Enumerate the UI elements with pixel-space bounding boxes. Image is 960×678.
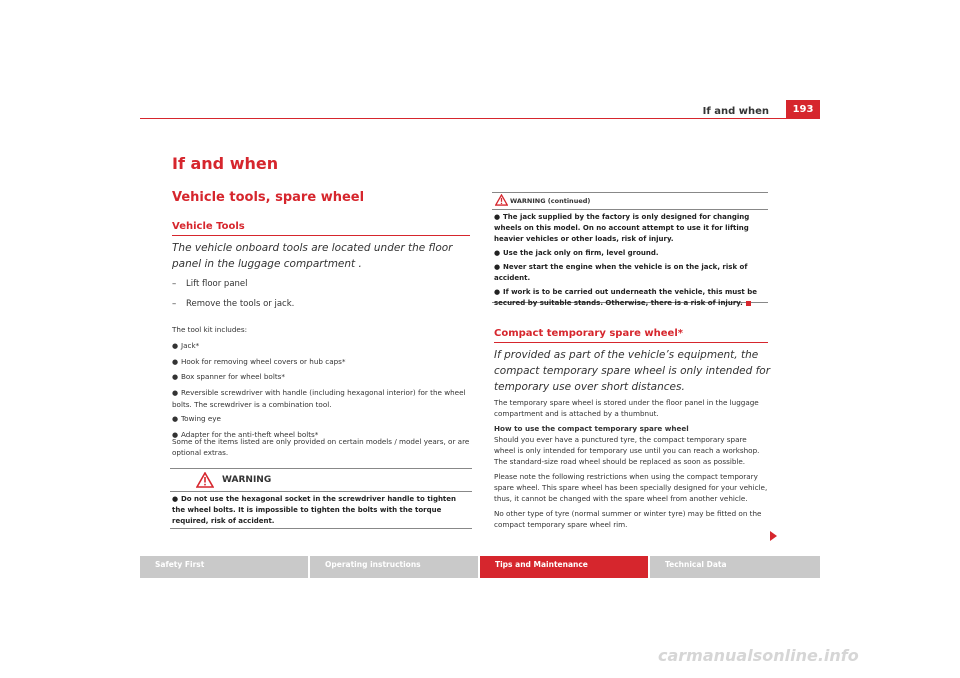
spare-wheel-intro: If provided as part of the vehicle’s equipment, the compact temporary spare wheel is only intended for temporary use over short distances. — [494, 349, 771, 393]
bullet-icon: ● — [172, 388, 179, 397]
section-title: Vehicle tools, spare wheel — [172, 190, 365, 205]
step-1 — [172, 279, 248, 289]
warning-item: ● Do not use the hexagonal socket in the screwdriver handle to tighten the wheel bolts. It is impossible to tighten the bolts with the torque required, risk of accident. — [172, 495, 457, 525]
availability-note: Some of the items listed are only provided on certain models / model years, or are optional extras. — [172, 437, 470, 457]
warning-item: ● Use the jack only on firm, level ground. — [494, 249, 659, 257]
step-text: Lift floor panel — [186, 279, 248, 289]
bullet-icon: ● — [494, 249, 501, 257]
paragraph: Should you ever have a punctured tyre, the compact temporary spare wheel is only intended for temporary use until you can reach a workshop. The standard-size road wheel should be replaced as soon as possible. — [494, 435, 760, 466]
paragraph: No other type of tyre (normal summer or winter tyre) may be fitted on the compact temporary spare wheel rim. — [494, 509, 762, 529]
step-dash: – — [172, 279, 177, 289]
step-text: Remove the tools or jack. — [186, 299, 295, 309]
bullet-icon: ● — [172, 357, 179, 366]
tab-technical-data[interactable]: Technical Data — [650, 556, 820, 578]
subsection-title-spare-wheel: Compact temporary spare wheel* — [494, 328, 683, 339]
subsection-rule — [172, 235, 470, 236]
paragraph: The temporary spare wheel is stored under the floor panel in the luggage compartment and is attached by a thumbnut. — [494, 398, 759, 418]
bullet-icon: ● — [172, 495, 179, 503]
list-item: ● Box spanner for wheel bolts* — [172, 372, 285, 381]
list-item: ● Jack* — [172, 341, 200, 350]
list-item: ● Hook for removing wheel covers or hub caps* — [172, 356, 346, 366]
subsection-title-tools: Vehicle Tools — [172, 221, 245, 232]
bullet-icon: ● — [172, 373, 179, 381]
how-to-title: How to use the compact temporary spare wheel — [494, 424, 689, 433]
warning-item: ● If work is to be carried out underneath the vehicle, this must be secured by suitable stands. Otherwise, there is a risk of injury. — [494, 288, 757, 307]
list-item: ● Towing eye — [172, 414, 221, 423]
step-2 — [172, 299, 294, 309]
tab-operating-instructions[interactable]: Operating instructions — [310, 556, 478, 578]
bullet-icon: ● — [494, 288, 501, 296]
bullet-icon: ● — [172, 430, 179, 439]
kit-intro: The tool kit includes: — [172, 325, 248, 334]
bullet-icon: ● — [172, 342, 179, 350]
list-item: ● Adapter for the anti-theft wheel bolts* — [172, 429, 319, 439]
tab-tips-and-maintenance[interactable]: Tips and Maintenance — [480, 556, 648, 578]
warning-header — [170, 468, 472, 492]
list-item: ● Reversible screwdriver with handle (including hexagonal interior) for the wheel bolts. The screwdriver is a combination tool. — [172, 387, 466, 409]
chapter-title: If and when — [172, 154, 279, 173]
running-head: If and when — [702, 106, 769, 117]
warning-continued-title: WARNING (continued) — [510, 197, 591, 205]
section-end-mark — [746, 301, 751, 306]
warning-continued-list — [494, 212, 768, 309]
tools-intro: The vehicle onboard tools are located under the floor panel in the luggage compartment . — [172, 242, 453, 270]
spare-wheel-body — [494, 397, 770, 530]
paragraph: Please note the following restrictions when using the compact temporary spare wheel. This spare wheel has been specially designed for your vehicle, thus, it cannot be changed with the spare wheel from another vehicle. — [494, 472, 768, 503]
warning-item: ● The jack supplied by the factory is only designed for changing wheels on this model. On no account attempt to use it for lifting heavier vehicles or other loads, risk of injury. — [494, 213, 750, 243]
next-page-arrow-icon[interactable] — [770, 531, 777, 541]
header-rule — [140, 118, 820, 119]
warning-item: ● Never start the engine when the vehicle is on the jack, risk of accident. — [494, 263, 748, 282]
warning-triangle-icon — [196, 472, 214, 488]
warning-title: WARNING — [222, 475, 272, 485]
watermark: carmanualsonline.info — [658, 646, 859, 665]
warning-triangle-icon — [495, 194, 508, 206]
step-dash: – — [172, 299, 177, 309]
page-number: 193 — [786, 100, 820, 119]
bullet-icon: ● — [172, 415, 179, 423]
kit-list — [172, 340, 472, 444]
bullet-icon: ● — [494, 263, 501, 271]
tab-safety-first[interactable]: Safety First — [140, 556, 308, 578]
bullet-icon: ● — [494, 213, 501, 221]
subsection-rule — [494, 342, 768, 343]
